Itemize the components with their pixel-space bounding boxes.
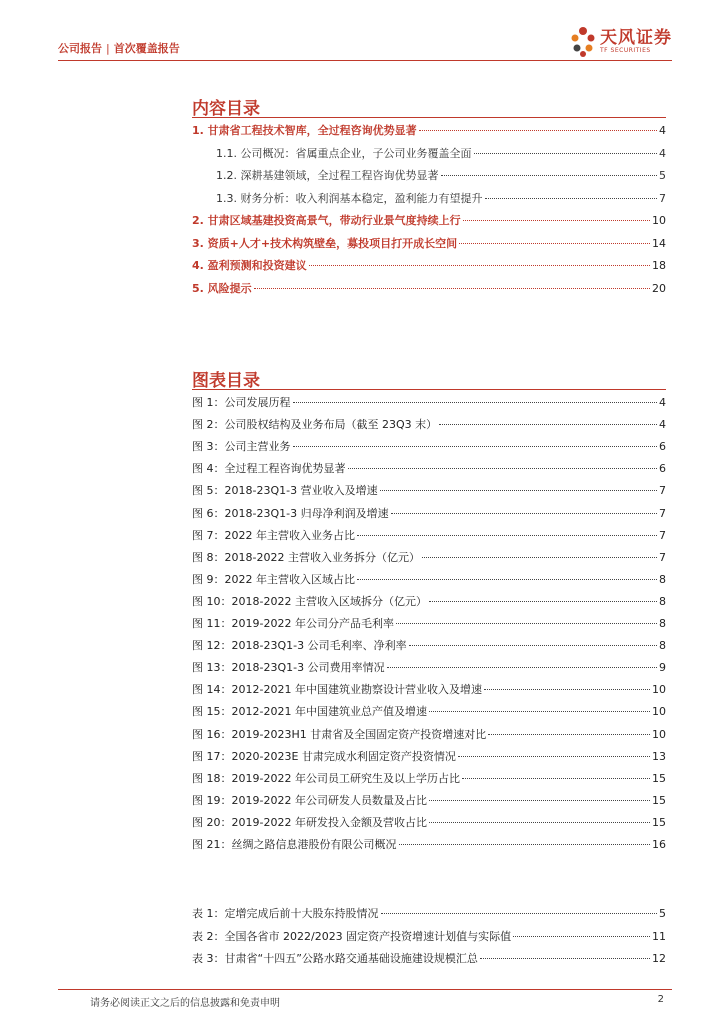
dot-leader <box>348 468 658 469</box>
figure-entry-title: 图 21：丝绸之路信息港股份有限公司概况 <box>192 838 397 851</box>
brand-logo <box>570 22 672 62</box>
figure-entry-title: 图 6：2018-23Q1-3 归母净利润及增速 <box>192 506 389 520</box>
figure-entry-title: 图 3：公司主营业务 <box>192 440 291 454</box>
dot-leader <box>429 711 650 712</box>
figure-entry-page: 10 <box>652 683 666 697</box>
figure-entry-title: 图 19：2019-2022 年公司研发人员数量及占比 <box>192 793 427 807</box>
dot-leader <box>422 557 657 558</box>
figure-entry[interactable] <box>192 792 666 808</box>
page-number: 2 <box>657 994 664 1005</box>
dot-leader <box>439 424 657 425</box>
figure-entry-page: 15 <box>652 793 666 807</box>
table-entry[interactable] <box>192 905 666 921</box>
figures-title: 图表目录 <box>192 371 260 391</box>
figure-entry-title: 图 4：全过程工程咨询优势显著 <box>192 462 346 476</box>
toc-entry[interactable] <box>192 257 666 273</box>
figure-entry-page: 7 <box>659 550 666 564</box>
dot-leader <box>357 535 657 536</box>
toc-entry[interactable] <box>192 280 666 296</box>
figure-entry[interactable] <box>192 438 666 454</box>
dot-leader <box>463 220 650 221</box>
toc-entry-page: 18 <box>652 259 666 272</box>
figure-entry[interactable] <box>192 659 666 675</box>
toc-entry[interactable] <box>216 167 666 183</box>
dot-leader <box>480 958 650 959</box>
dot-leader <box>513 936 650 937</box>
figure-entry[interactable] <box>192 836 666 852</box>
footer-divider <box>58 989 672 990</box>
toc-entry-page: 10 <box>652 214 666 227</box>
dot-leader <box>429 601 657 602</box>
figure-entry-title: 图 8：2018-2022 主营收入业务拆分（亿元） <box>192 550 420 564</box>
figure-entry-title: 图 7：2022 年主营收入业务占比 <box>192 528 355 542</box>
figure-entry-page: 6 <box>659 440 666 454</box>
dot-leader <box>254 288 650 289</box>
table-entry-page: 12 <box>652 952 666 965</box>
toc-entry[interactable] <box>192 212 666 228</box>
toc-entry-page: 4 <box>659 124 666 137</box>
figure-entry-page: 16 <box>652 838 666 851</box>
figure-entry[interactable] <box>192 681 666 697</box>
figure-entry-title: 图 2：公司股权结构及业务布局（截至 23Q3 末） <box>192 418 438 432</box>
figure-entry[interactable] <box>192 593 666 609</box>
header-divider <box>58 60 672 61</box>
figure-entry-title: 图 11：2019-2022 年公司分产品毛利率 <box>192 617 394 630</box>
toc-entry-title: 5. 风险提示 <box>192 281 252 295</box>
dot-leader <box>391 513 657 514</box>
figure-entry-page: 4 <box>659 396 666 409</box>
toc-entry-title: 3. 资质+人才+技术构筑壁垒，募投项目打开成长空间 <box>192 236 458 250</box>
disclaimer-note: 请务必阅读正文之后的信息披露和免责申明 <box>90 998 280 1009</box>
dot-leader <box>485 198 658 199</box>
figure-entry-page: 7 <box>659 506 666 520</box>
figure-entry-title: 图 13：2018-23Q1-3 公司费用率情况 <box>192 661 385 675</box>
figure-entry-title: 图 1：公司发展历程 <box>192 396 291 409</box>
dot-leader <box>429 822 650 823</box>
toc-entry[interactable] <box>192 122 666 138</box>
figure-entry-page: 10 <box>652 705 666 719</box>
dot-leader <box>459 243 650 244</box>
figure-entry[interactable] <box>192 726 666 742</box>
figure-entry-title: 图 17：2020-2023E 甘肃完成水利固定资产投资情况 <box>192 749 456 763</box>
dot-leader <box>429 800 650 801</box>
dot-leader <box>458 756 650 757</box>
toc-title: 内容目录 <box>192 99 260 119</box>
figure-entry[interactable] <box>192 394 666 410</box>
logo-mark-icon <box>570 25 596 59</box>
figure-entry-page: 15 <box>652 771 666 785</box>
table-entry-page: 5 <box>659 907 666 920</box>
dot-leader <box>484 689 650 690</box>
report-type: 公司报告 <box>58 42 102 55</box>
figure-entry-title: 图 10：2018-2022 主营收入区域拆分（亿元） <box>192 594 427 608</box>
dot-leader <box>462 778 650 779</box>
toc-entry-page: 14 <box>652 236 666 250</box>
figure-entry-page: 7 <box>659 484 666 498</box>
toc-entry-title: 1.2. 深耕基建领域，全过程工程咨询优势显著 <box>216 169 439 182</box>
dot-leader <box>441 175 658 176</box>
figure-entry-title: 图 5：2018-23Q1-3 营业收入及增速 <box>192 484 378 498</box>
figure-entry[interactable] <box>192 505 666 521</box>
logo-english: TF SECURITIES <box>600 47 651 54</box>
figure-entry[interactable] <box>192 549 666 565</box>
toc-entry-page: 4 <box>659 146 666 160</box>
dot-leader <box>396 623 657 624</box>
dot-leader <box>409 645 657 646</box>
figure-entry[interactable] <box>192 748 666 764</box>
figure-entry[interactable] <box>192 814 666 830</box>
toc-entry[interactable] <box>192 235 666 251</box>
toc-entry-page: 20 <box>652 281 666 295</box>
logo-chinese: 天风证券 <box>600 28 672 48</box>
dot-leader <box>309 265 650 266</box>
toc-entry-title: 1.1. 公司概况：省属重点企业，子公司业务覆盖全面 <box>216 146 472 160</box>
figure-entry-page: 10 <box>652 727 666 741</box>
figure-entry-title: 图 12：2018-23Q1-3 公司毛利率、净利率 <box>192 639 407 653</box>
figure-entry[interactable] <box>192 703 666 719</box>
table-entry[interactable] <box>192 950 666 966</box>
toc-entry[interactable] <box>216 145 666 161</box>
figure-entry-page: 7 <box>659 528 666 542</box>
figure-entry[interactable] <box>192 637 666 653</box>
table-entry-page: 11 <box>652 929 666 943</box>
toc-entry[interactable] <box>216 190 666 206</box>
figure-entry-page: 6 <box>659 462 666 476</box>
table-entry[interactable] <box>192 928 666 944</box>
report-header: 公司报告 | 首次覆盖报告 <box>58 42 180 55</box>
figure-entry-title: 图 9：2022 年主营收入区域占比 <box>192 572 355 586</box>
figure-entry[interactable] <box>192 460 666 476</box>
dot-leader <box>357 579 657 580</box>
figure-entry-title: 图 20：2019-2022 年研发投入金额及营收占比 <box>192 815 427 829</box>
figure-entry-title: 图 15：2012-2021 年中国建筑业总产值及增速 <box>192 705 427 719</box>
dot-leader <box>488 734 650 735</box>
figure-entry-title: 图 16：2019-2023H1 甘肃省及全国固定资产投资增速对比 <box>192 727 487 741</box>
table-entry-title: 表 1：定增完成后前十大股东持股情况 <box>192 907 379 920</box>
dot-leader <box>380 490 657 491</box>
dot-leader <box>419 130 657 131</box>
dot-leader <box>387 667 657 668</box>
figure-entry[interactable] <box>192 416 666 432</box>
figure-entry-page: 9 <box>659 661 666 675</box>
figure-entry[interactable] <box>192 770 666 786</box>
figures-title-underline <box>192 389 666 390</box>
figure-entry-page: 15 <box>652 815 666 829</box>
toc-entry-page: 5 <box>659 169 666 182</box>
figure-entry-title: 图 18：2019-2022 年公司员工研究生及以上学历占比 <box>192 771 460 785</box>
figure-entry-page: 8 <box>659 594 666 608</box>
dot-leader <box>474 153 658 154</box>
figure-entry-title: 图 14：2012-2021 年中国建筑业勘察设计营业收入及增速 <box>192 683 482 697</box>
report-subtype: 首次覆盖报告 <box>113 42 180 55</box>
dot-leader <box>399 844 651 845</box>
figure-entry[interactable] <box>192 527 666 543</box>
toc-entry-title: 1.3. 财务分析：收入利润基本稳定，盈利能力有望提升 <box>216 191 483 205</box>
table-entry-title: 表 2：全国各省市 2022/2023 固定资产投资增速计划值与实际值 <box>192 929 512 943</box>
dot-leader <box>381 913 658 914</box>
figure-entry-page: 8 <box>659 572 666 586</box>
toc-entry-title: 2. 甘肃区域基建投资高景气，带动行业景气度持续上行 <box>192 214 461 227</box>
figure-entry[interactable] <box>192 482 666 498</box>
dot-leader <box>293 446 658 447</box>
figure-entry[interactable] <box>192 615 666 631</box>
figure-entry-page: 8 <box>659 639 666 653</box>
toc-entry-page: 7 <box>659 191 666 205</box>
figure-entry-page: 8 <box>659 617 666 630</box>
toc-entry-title: 1. 甘肃省工程技术智库，全过程咨询优势显著 <box>192 124 417 137</box>
dot-leader <box>293 402 658 403</box>
table-entry-title: 表 3：甘肃省“十四五”公路水路交通基础设施建设规模汇总 <box>192 952 478 965</box>
figure-entry-page: 4 <box>659 418 666 432</box>
figure-entry-page: 13 <box>652 749 666 763</box>
figure-entry[interactable] <box>192 571 666 587</box>
toc-title-underline <box>192 117 666 118</box>
toc-entry-title: 4. 盈利预测和投资建议 <box>192 259 307 272</box>
